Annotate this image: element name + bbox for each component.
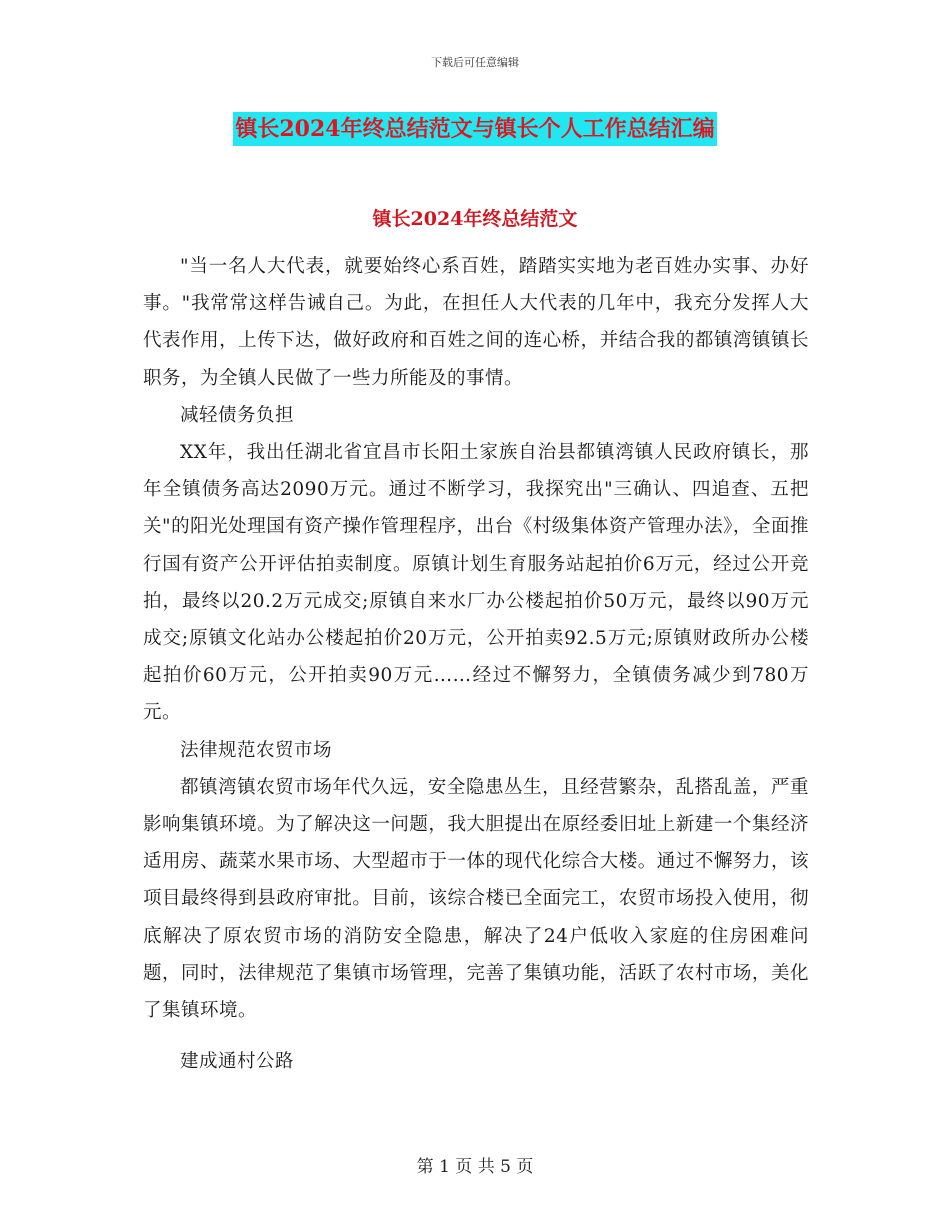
main-title: 镇长2024年终总结范文与镇长个人工作总结汇编 (233, 112, 716, 146)
section-heading-debt: 减轻债务负担 (180, 404, 295, 426)
paragraph-intro: "当一名人大代表，就要始终心系百姓，踏踏实实地为老百姓办实事、办好事。"我常常这样告诫自己。为此，在担任人大代表的几年中，我充分发挥人大代表作用，上传下达，做好政府和百姓之间的连心桥，并结合我的都镇湾镇镇长职务，为全镇人民做了一些力所能及的事情。 (143, 256, 809, 389)
page-number: 第 1 页 共 5 页 (416, 1157, 534, 1177)
document-body (143, 248, 809, 1080)
paragraph-debt: XX年，我出任湖北省宜昌市长阳土家族自治县都镇湾镇人民政府镇长，那年全镇债务高达2090万元。通过不断学习，我探究出"三确认、四追查、五把关"的阳光处理国有资产操作管理程序，出台《村级集体资产管理办法》，全面推行国有资产公开评估拍卖制度。原镇计划生育服务站起拍价6万元，经过公开竞拍，最终以20.2万元成交;原镇自来水厂办公楼起拍价50万元，最终以90万元成交;原镇文化站办公楼起拍价20万元，公开拍卖92.5万元;原镇财政所办公楼起拍价60万元，公开拍卖90万元……经过不懈努力，全镇债务减少到780万元。 (143, 442, 809, 724)
paragraph-market: 都镇湾镇农贸市场年代久远，安全隐患丛生，且经营繁杂，乱搭乱盖，严重影响集镇环境。为了解决这一问题，我大胆提出在原经委旧址上新建一个集经济适用房、蔬菜水果市场、大型超市于一体的现代化综合大楼。通过不懈努力，该项目最终得到县政府审批。目前，该综合楼已全面完工，农贸市场投入使用，彻底解决了原农贸市场的消防安全隐患，解决了24户低收入家庭的住房困难问题，同时，法律规范了集镇市场管理，完善了集镇功能，活跃了农村市场，美化了集镇环境。 (143, 776, 809, 1022)
header-note: 下载后可任意编辑 (431, 56, 519, 69)
main-title-container (0, 112, 950, 146)
section-heading-road: 建成通村公路 (180, 1051, 295, 1073)
section-heading-market: 法律规范农贸市场 (180, 739, 333, 761)
section-title: 镇长2024年终总结范文 (372, 208, 578, 230)
